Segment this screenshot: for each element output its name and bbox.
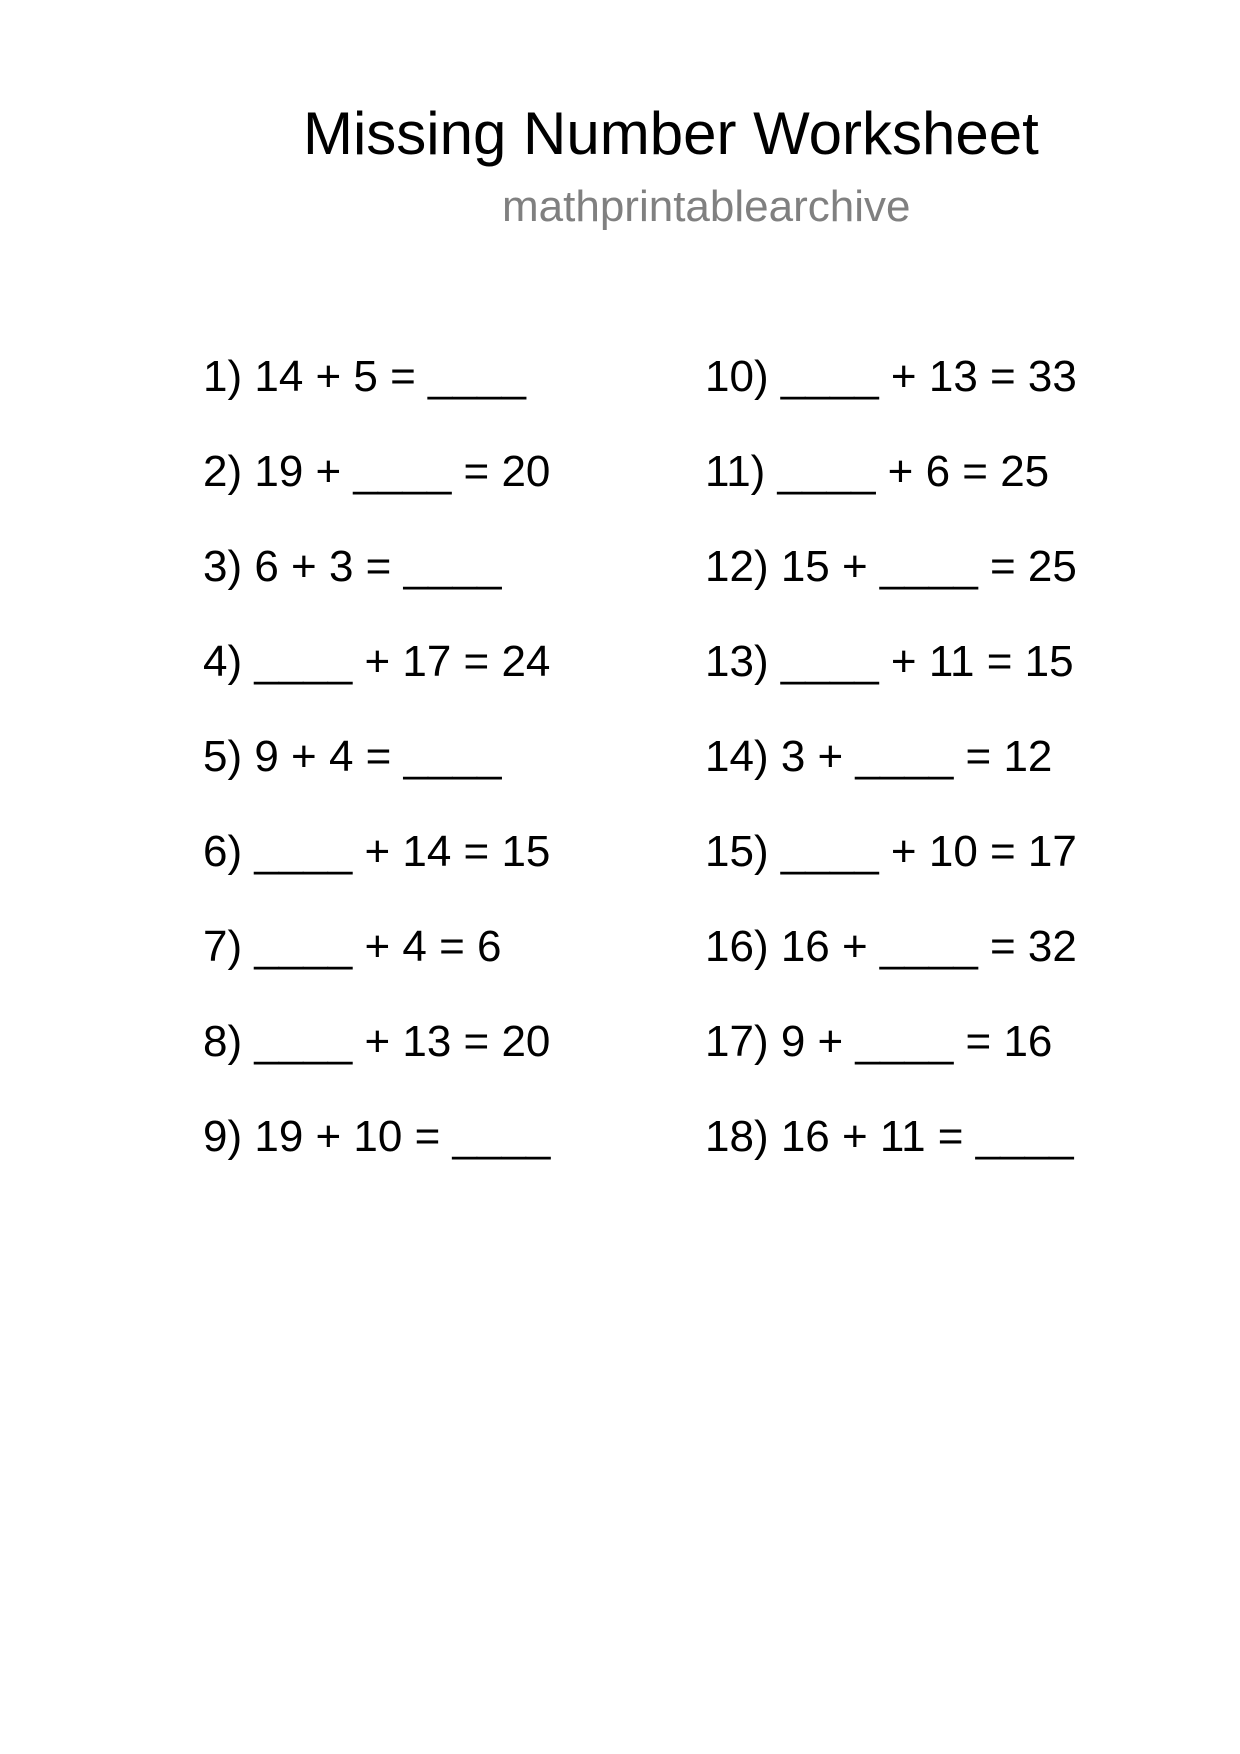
page-subtitle: mathprintablearchive [502, 182, 911, 231]
problem-8: 8) ____ + 13 = 20 [203, 1017, 551, 1066]
problem-2: 2) 19 + ____ = 20 [203, 447, 551, 496]
problem-17: 17) 9 + ____ = 16 [705, 1017, 1053, 1066]
problem-9: 9) 19 + 10 = ____ [203, 1112, 551, 1161]
problem-4: 4) ____ + 17 = 24 [203, 637, 551, 686]
problem-7: 7) ____ + 4 = 6 [203, 922, 502, 971]
problem-3: 3) 6 + 3 = ____ [203, 542, 502, 591]
problem-10: 10) ____ + 13 = 33 [705, 352, 1077, 401]
problem-5: 5) 9 + 4 = ____ [203, 732, 502, 781]
problem-14: 14) 3 + ____ = 12 [705, 732, 1053, 781]
problem-1: 1) 14 + 5 = ____ [203, 352, 526, 401]
problem-12: 12) 15 + ____ = 25 [705, 542, 1077, 591]
problem-13: 13) ____ + 11 = 15 [705, 637, 1074, 686]
problem-6: 6) ____ + 14 = 15 [203, 827, 551, 876]
problem-11: 11) ____ + 6 = 25 [705, 447, 1050, 496]
problem-16: 16) 16 + ____ = 32 [705, 922, 1077, 971]
problem-15: 15) ____ + 10 = 17 [705, 827, 1077, 876]
page-title: Missing Number Worksheet [303, 100, 1039, 167]
problem-18: 18) 16 + 11 = ____ [705, 1112, 1074, 1161]
